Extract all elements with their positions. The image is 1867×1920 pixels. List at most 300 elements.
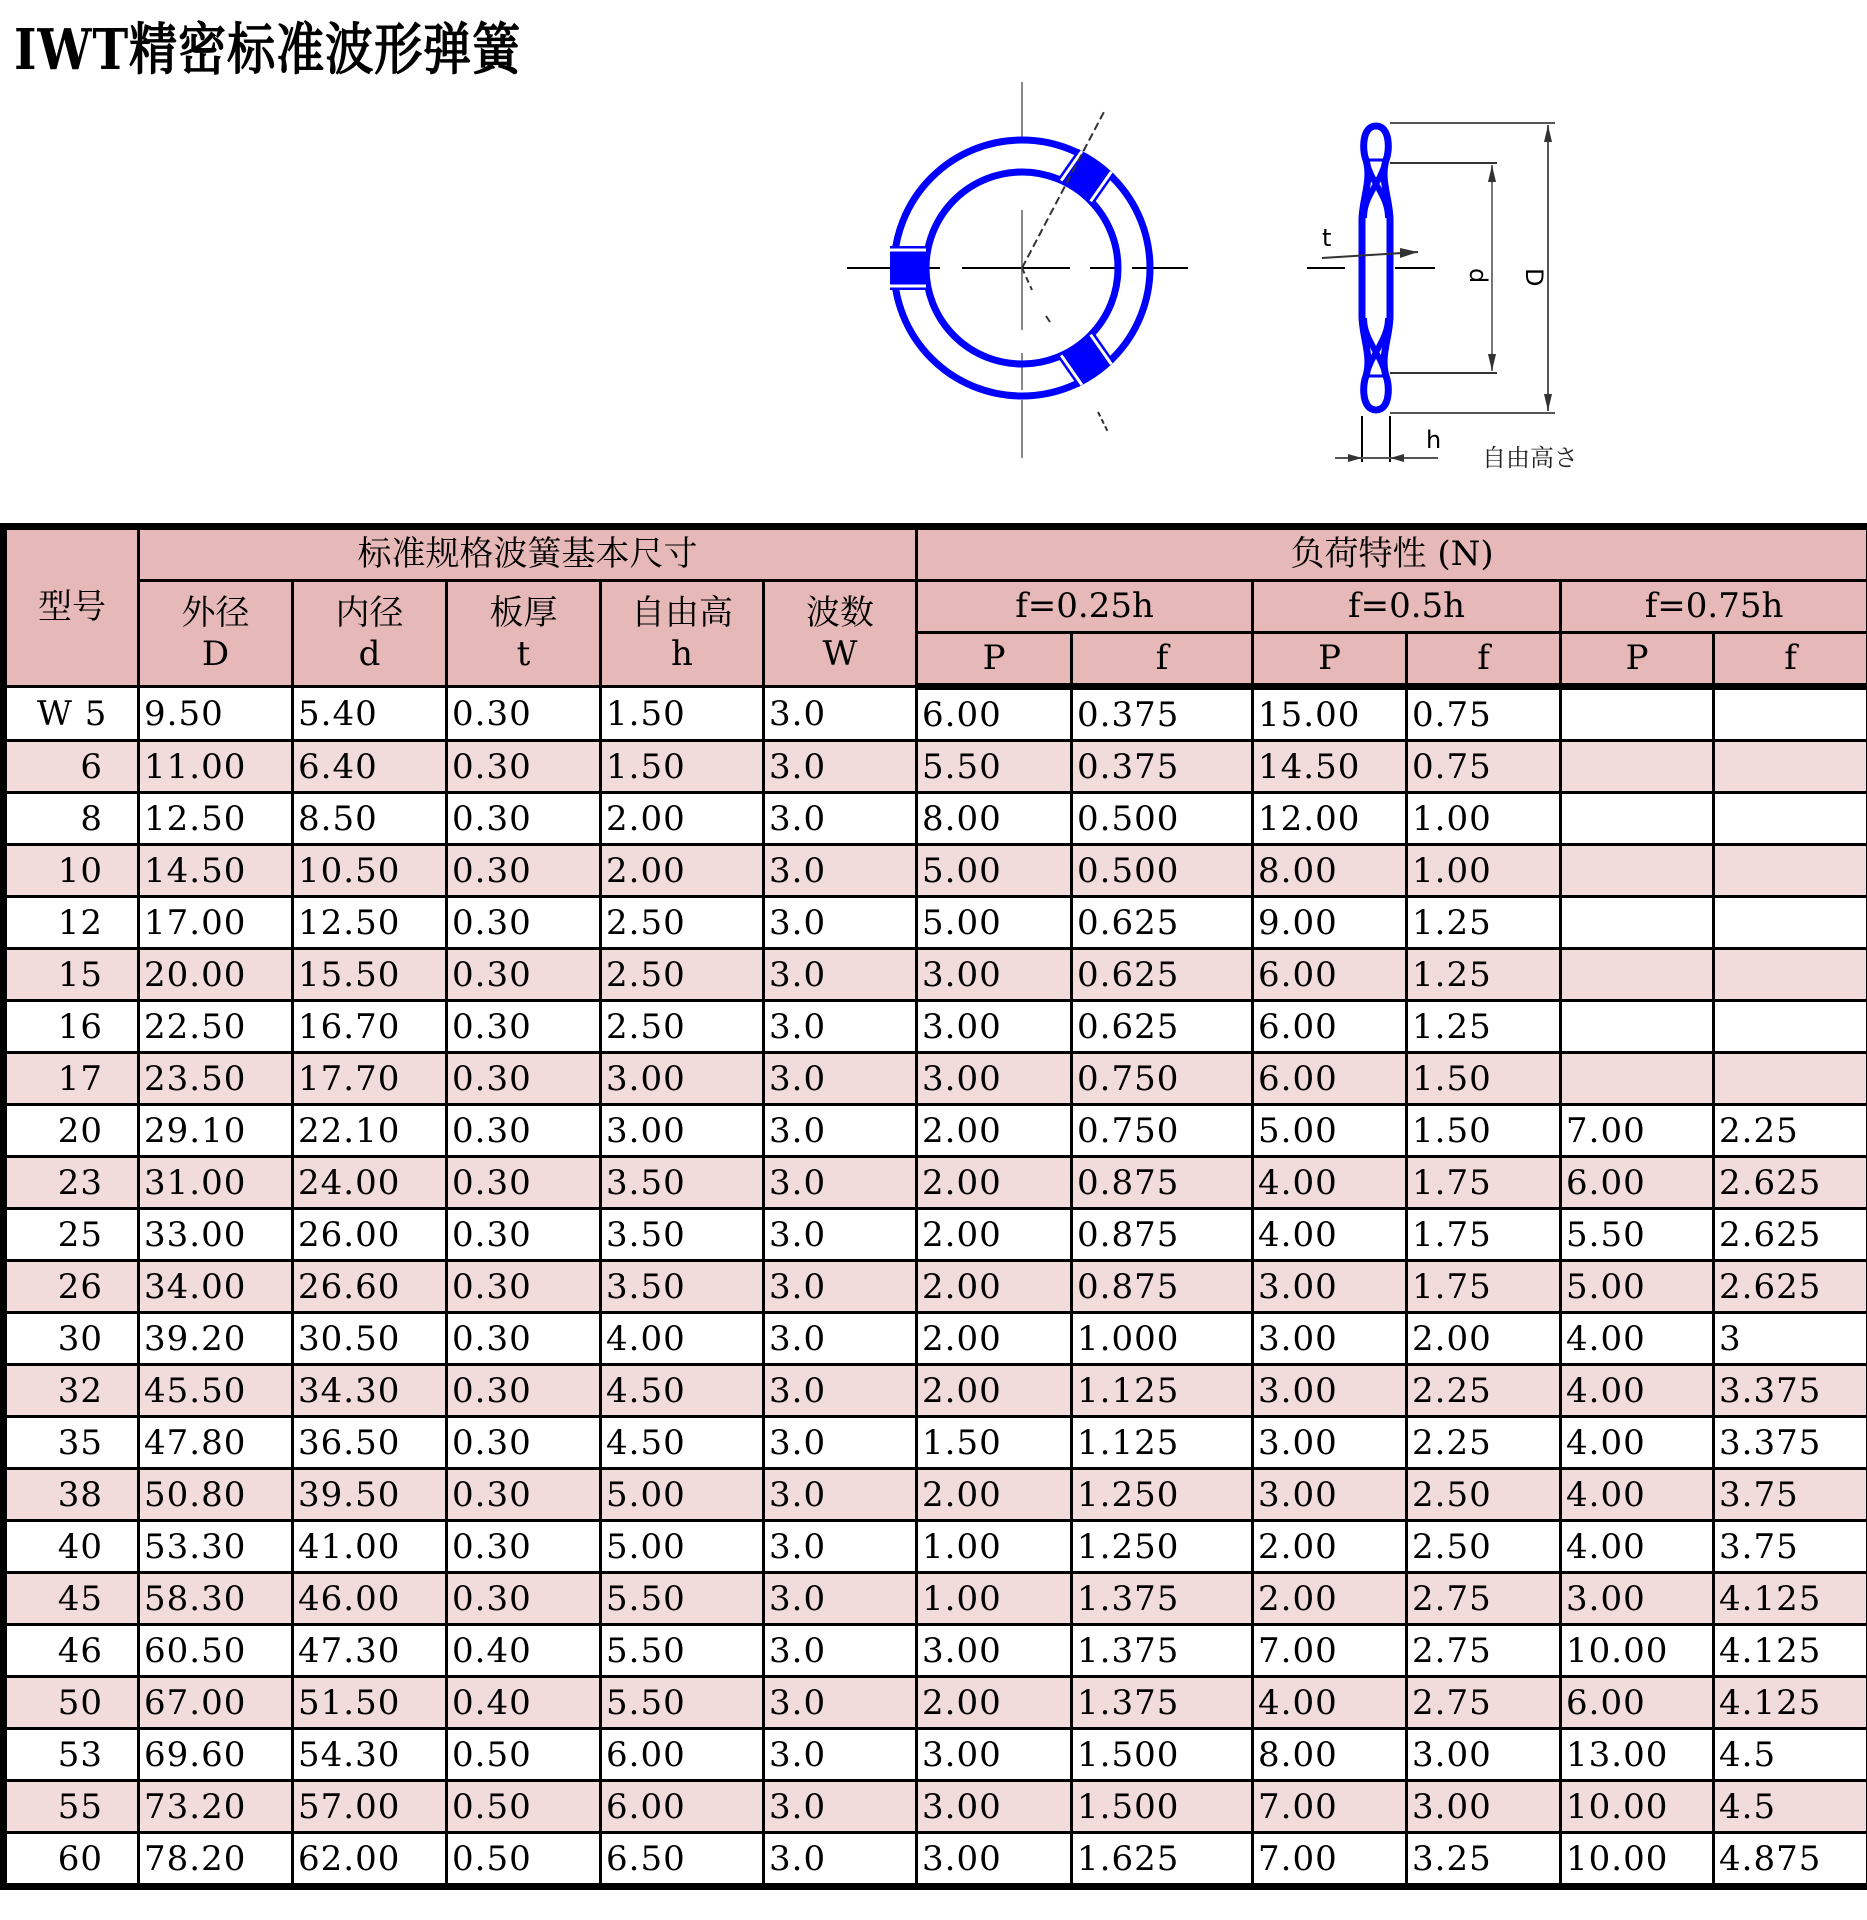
- table-cell: 6.00: [1253, 1053, 1407, 1105]
- table-cell: 4.50: [601, 1365, 764, 1417]
- table-cell: 1.00: [917, 1521, 1072, 1573]
- table-cell: 0.625: [1072, 897, 1253, 949]
- table-cell: 5.00: [917, 845, 1072, 897]
- table-cell: 1.000: [1072, 1313, 1253, 1365]
- table-cell: 3.00: [1253, 1313, 1407, 1365]
- table-cell: 3.0: [764, 1469, 917, 1521]
- table-row: [4, 1261, 1867, 1313]
- table-cell: [1714, 687, 1867, 741]
- table-cell: 2.25: [1407, 1365, 1561, 1417]
- table-cell: 15.50: [293, 949, 447, 1001]
- table-row: [4, 1833, 1867, 1887]
- table-cell: [1561, 1001, 1714, 1053]
- table-cell: 4.00: [1561, 1521, 1714, 1573]
- table-cell: 0.875: [1072, 1209, 1253, 1261]
- table-cell: 8.50: [293, 793, 447, 845]
- table-cell: 3.75: [1714, 1521, 1867, 1573]
- table-cell: 2.00: [917, 1365, 1072, 1417]
- table-cell: 3: [1714, 1313, 1867, 1365]
- side-view-diagram: [1307, 123, 1578, 472]
- table-cell: 2.00: [1253, 1573, 1407, 1625]
- table-cell: 26.00: [293, 1209, 447, 1261]
- table-cell: 3.00: [917, 1729, 1072, 1781]
- table-cell: 29.10: [139, 1105, 293, 1157]
- table-cell: 4.875: [1714, 1833, 1867, 1887]
- table-cell: 2.00: [601, 845, 764, 897]
- table-cell: 5.50: [601, 1677, 764, 1729]
- table-cell: 26.60: [293, 1261, 447, 1313]
- table-row: [4, 1157, 1867, 1209]
- table-cell: 6.00: [601, 1781, 764, 1833]
- table-cell: 4.5: [1714, 1781, 1867, 1833]
- table-cell: 3.0: [764, 897, 917, 949]
- cell-type: 40: [4, 1521, 139, 1573]
- table-cell: 4.00: [1253, 1157, 1407, 1209]
- table-cell: [1714, 897, 1867, 949]
- table-cell: 50.80: [139, 1469, 293, 1521]
- cell-type: 55: [4, 1781, 139, 1833]
- table-cell: 0.50: [447, 1833, 601, 1887]
- table-cell: 3.0: [764, 845, 917, 897]
- table-cell: 1.75: [1407, 1157, 1561, 1209]
- table-cell: 34.30: [293, 1365, 447, 1417]
- table-cell: 5.00: [917, 897, 1072, 949]
- table-cell: 2.75: [1407, 1677, 1561, 1729]
- front-view-diagram: [847, 82, 1188, 458]
- cell-type: 35: [4, 1417, 139, 1469]
- table-cell: 4.125: [1714, 1573, 1867, 1625]
- table-row: [4, 1781, 1867, 1833]
- table-cell: 3.75: [1714, 1469, 1867, 1521]
- table-cell: 1.50: [1407, 1105, 1561, 1157]
- table-cell: 0.375: [1072, 687, 1253, 741]
- table-cell: 3.0: [764, 741, 917, 793]
- table-cell: 3.0: [764, 1729, 917, 1781]
- table-cell: 0.30: [447, 1365, 601, 1417]
- table-cell: 0.30: [447, 897, 601, 949]
- table-cell: 12.50: [139, 793, 293, 845]
- table-cell: 22.10: [293, 1105, 447, 1157]
- table-cell: [1714, 845, 1867, 897]
- table-cell: 36.50: [293, 1417, 447, 1469]
- table-row: [4, 845, 1867, 897]
- table-cell: 4.00: [1561, 1469, 1714, 1521]
- table-cell: 6.00: [1253, 1001, 1407, 1053]
- table-cell: 0.30: [447, 1261, 601, 1313]
- table-cell: 9.00: [1253, 897, 1407, 949]
- header-f-05h: f=0.5h: [1253, 581, 1561, 633]
- table-cell: 41.00: [293, 1521, 447, 1573]
- table-cell: 0.30: [447, 741, 601, 793]
- table-cell: 3.00: [1407, 1729, 1561, 1781]
- table-cell: 3.0: [764, 1573, 917, 1625]
- table-cell: 3.0: [764, 1521, 917, 1573]
- table-cell: 39.20: [139, 1313, 293, 1365]
- header-f-075h: f=0.75h: [1561, 581, 1867, 633]
- table-cell: 3.50: [601, 1157, 764, 1209]
- table-cell: 0.875: [1072, 1261, 1253, 1313]
- table-cell: 2.00: [917, 1469, 1072, 1521]
- table-cell: 5.00: [1561, 1261, 1714, 1313]
- table-cell: 4.125: [1714, 1625, 1867, 1677]
- table-cell: 3.0: [764, 1417, 917, 1469]
- table-cell: 3.0: [764, 687, 917, 741]
- header-group-load: 负荷特性 (N): [917, 527, 1867, 581]
- spring-spec-table: [0, 523, 1867, 1890]
- table-cell: [1561, 949, 1714, 1001]
- table-cell: 0.30: [447, 687, 601, 741]
- table-cell: 0.50: [447, 1729, 601, 1781]
- cell-type: 23: [4, 1157, 139, 1209]
- table-cell: 3.00: [601, 1105, 764, 1157]
- table-cell: 0.500: [1072, 845, 1253, 897]
- table-cell: 45.50: [139, 1365, 293, 1417]
- table-cell: 5.50: [601, 1625, 764, 1677]
- table-cell: 7.00: [1253, 1625, 1407, 1677]
- table-cell: [1561, 845, 1714, 897]
- header-free-height: 自由高 h: [601, 581, 764, 687]
- table-cell: 4.5: [1714, 1729, 1867, 1781]
- table-cell: 0.30: [447, 949, 601, 1001]
- table-cell: 1.250: [1072, 1521, 1253, 1573]
- table-cell: [1714, 793, 1867, 845]
- table-cell: 3.00: [917, 1001, 1072, 1053]
- table-cell: 3.375: [1714, 1417, 1867, 1469]
- cell-type: 45: [4, 1573, 139, 1625]
- cell-type: 12: [4, 897, 139, 949]
- table-cell: 1.250: [1072, 1469, 1253, 1521]
- table-cell: 5.00: [601, 1521, 764, 1573]
- table-cell: 7.00: [1253, 1833, 1407, 1887]
- table-cell: 0.30: [447, 1001, 601, 1053]
- table-cell: 2.50: [601, 949, 764, 1001]
- table-cell: 0.30: [447, 793, 601, 845]
- table-cell: 3.00: [1561, 1573, 1714, 1625]
- table-cell: 7.00: [1253, 1781, 1407, 1833]
- table-cell: 1.375: [1072, 1677, 1253, 1729]
- table-cell: 0.40: [447, 1677, 601, 1729]
- table-cell: 0.30: [447, 1417, 601, 1469]
- table-row: [4, 1209, 1867, 1261]
- table-row: [4, 1469, 1867, 1521]
- header-p3: P: [1561, 633, 1714, 687]
- cell-type: 20: [4, 1105, 139, 1157]
- table-cell: 3.00: [917, 1053, 1072, 1105]
- table-cell: 8.00: [1253, 1729, 1407, 1781]
- table-cell: 53.30: [139, 1521, 293, 1573]
- header-f2: f: [1407, 633, 1561, 687]
- table-cell: 0.500: [1072, 793, 1253, 845]
- table-cell: 3.0: [764, 1001, 917, 1053]
- table-cell: 34.00: [139, 1261, 293, 1313]
- table-cell: 17.70: [293, 1053, 447, 1105]
- table-cell: 10.00: [1561, 1781, 1714, 1833]
- cell-type: 25: [4, 1209, 139, 1261]
- table-row: [4, 1677, 1867, 1729]
- table-cell: 10.00: [1561, 1625, 1714, 1677]
- table-cell: 5.40: [293, 687, 447, 741]
- label-t: t: [1322, 224, 1332, 252]
- header-group-basic: 标准规格波簧基本尺寸: [139, 527, 917, 581]
- table-cell: 3.00: [601, 1053, 764, 1105]
- table-row: [4, 687, 1867, 741]
- cell-type: 6: [4, 741, 139, 793]
- table-cell: 6.40: [293, 741, 447, 793]
- header-f3: f: [1714, 633, 1867, 687]
- table-cell: 1.25: [1407, 1001, 1561, 1053]
- cell-type: 46: [4, 1625, 139, 1677]
- header-inner-diameter: 内径 d: [293, 581, 447, 687]
- table-row: [4, 1105, 1867, 1157]
- table-cell: [1714, 949, 1867, 1001]
- table-cell: 3.0: [764, 1105, 917, 1157]
- table-cell: 1.125: [1072, 1365, 1253, 1417]
- table-cell: 2.00: [601, 793, 764, 845]
- table-cell: 1.50: [1407, 1053, 1561, 1105]
- table-cell: 0.50: [447, 1781, 601, 1833]
- table-cell: 7.00: [1561, 1105, 1714, 1157]
- table-cell: 4.00: [1253, 1209, 1407, 1261]
- table-cell: 3.00: [1253, 1469, 1407, 1521]
- table-cell: 60.50: [139, 1625, 293, 1677]
- table-cell: 23.50: [139, 1053, 293, 1105]
- table-row: [4, 1573, 1867, 1625]
- table-cell: 6.00: [601, 1729, 764, 1781]
- table-cell: 5.50: [601, 1573, 764, 1625]
- table-cell: 33.00: [139, 1209, 293, 1261]
- table-cell: 0.30: [447, 1053, 601, 1105]
- table-cell: [1561, 687, 1714, 741]
- table-cell: [1561, 1053, 1714, 1105]
- table-cell: 3.0: [764, 949, 917, 1001]
- header-outer-diameter: 外径 D: [139, 581, 293, 687]
- table-cell: 73.20: [139, 1781, 293, 1833]
- table-cell: 2.00: [917, 1313, 1072, 1365]
- table-cell: 11.00: [139, 741, 293, 793]
- table-cell: 3.00: [917, 1833, 1072, 1887]
- table-row: [4, 1729, 1867, 1781]
- header-thickness: 板厚 t: [447, 581, 601, 687]
- table-row: [4, 1417, 1867, 1469]
- table-cell: 1.00: [917, 1573, 1072, 1625]
- table-cell: 0.75: [1407, 687, 1561, 741]
- table-cell: 0.30: [447, 1469, 601, 1521]
- table-cell: 3.0: [764, 1677, 917, 1729]
- table-cell: 67.00: [139, 1677, 293, 1729]
- spring-diagram: [0, 0, 1867, 500]
- table-cell: 9.50: [139, 687, 293, 741]
- table-cell: 2.00: [917, 1677, 1072, 1729]
- table-cell: 0.40: [447, 1625, 601, 1677]
- table-cell: 1.125: [1072, 1417, 1253, 1469]
- header-type: 型号: [4, 527, 139, 687]
- header-f-025h: f=0.25h: [917, 581, 1253, 633]
- table-cell: 2.00: [917, 1209, 1072, 1261]
- table-cell: 17.00: [139, 897, 293, 949]
- cell-type: 32: [4, 1365, 139, 1417]
- table-cell: 3.50: [601, 1209, 764, 1261]
- table-row: [4, 1313, 1867, 1365]
- header-p2: P: [1253, 633, 1407, 687]
- table-row: [4, 741, 1867, 793]
- table-cell: 20.00: [139, 949, 293, 1001]
- table-cell: 1.25: [1407, 897, 1561, 949]
- table-cell: 3.25: [1407, 1833, 1561, 1887]
- table-cell: 46.00: [293, 1573, 447, 1625]
- table-cell: 2.25: [1407, 1417, 1561, 1469]
- table-cell: 15.00: [1253, 687, 1407, 741]
- table-cell: 3.0: [764, 1365, 917, 1417]
- table-row: [4, 1053, 1867, 1105]
- table-cell: 10.50: [293, 845, 447, 897]
- cell-type: 38: [4, 1469, 139, 1521]
- table-cell: 6.00: [1561, 1157, 1714, 1209]
- cell-type: W 5: [4, 687, 139, 741]
- cell-type: 60: [4, 1833, 139, 1887]
- table-cell: [1561, 897, 1714, 949]
- table-cell: 1.50: [601, 741, 764, 793]
- table-cell: 3.375: [1714, 1365, 1867, 1417]
- table-cell: 12.00: [1253, 793, 1407, 845]
- table-cell: 57.00: [293, 1781, 447, 1833]
- table-cell: 1.75: [1407, 1209, 1561, 1261]
- table-cell: 78.20: [139, 1833, 293, 1887]
- table-cell: 16.70: [293, 1001, 447, 1053]
- table-cell: 6.00: [917, 687, 1072, 741]
- table-cell: 1.25: [1407, 949, 1561, 1001]
- table-cell: 5.00: [1253, 1105, 1407, 1157]
- table-cell: 0.75: [1407, 741, 1561, 793]
- table-cell: 2.00: [917, 1157, 1072, 1209]
- table-cell: 0.30: [447, 845, 601, 897]
- table-cell: 2.50: [601, 897, 764, 949]
- table-cell: 4.50: [601, 1417, 764, 1469]
- table-cell: 8.00: [1253, 845, 1407, 897]
- cell-type: 26: [4, 1261, 139, 1313]
- table-cell: 6.50: [601, 1833, 764, 1887]
- cell-type: 30: [4, 1313, 139, 1365]
- table-cell: [1714, 1001, 1867, 1053]
- table-cell: 1.50: [601, 687, 764, 741]
- table-cell: 2.00: [1253, 1521, 1407, 1573]
- table-cell: 0.30: [447, 1313, 601, 1365]
- table-cell: 6.00: [1561, 1677, 1714, 1729]
- cell-type: 16: [4, 1001, 139, 1053]
- table-cell: 2.625: [1714, 1261, 1867, 1313]
- table-cell: 4.00: [1561, 1365, 1714, 1417]
- table-cell: 62.00: [293, 1833, 447, 1887]
- table-cell: 3.0: [764, 1209, 917, 1261]
- table-cell: 47.80: [139, 1417, 293, 1469]
- table-row: [4, 1365, 1867, 1417]
- header-wave-count: 波数 W: [764, 581, 917, 687]
- table-cell: 1.00: [1407, 845, 1561, 897]
- table-cell: 3.00: [1253, 1365, 1407, 1417]
- table-cell: 0.375: [1072, 741, 1253, 793]
- table-cell: 1.75: [1407, 1261, 1561, 1313]
- table-cell: 1.00: [1407, 793, 1561, 845]
- table-cell: 0.30: [447, 1157, 601, 1209]
- table-cell: 3.0: [764, 1261, 917, 1313]
- page-title: IWT精密标准波形弹簧: [14, 17, 522, 83]
- table-cell: 58.30: [139, 1573, 293, 1625]
- table-row: [4, 1625, 1867, 1677]
- table-cell: 47.30: [293, 1625, 447, 1677]
- table-row: [4, 949, 1867, 1001]
- table-row: [4, 897, 1867, 949]
- table-cell: 51.50: [293, 1677, 447, 1729]
- table-cell: 1.375: [1072, 1573, 1253, 1625]
- table-cell: 2.75: [1407, 1625, 1561, 1677]
- table-cell: 2.00: [1407, 1313, 1561, 1365]
- table-cell: 2.625: [1714, 1209, 1867, 1261]
- table-cell: 0.750: [1072, 1105, 1253, 1157]
- table-cell: 2.00: [917, 1105, 1072, 1157]
- table-cell: 0.750: [1072, 1053, 1253, 1105]
- table-cell: 1.500: [1072, 1729, 1253, 1781]
- table-cell: 4.125: [1714, 1677, 1867, 1729]
- table-cell: 0.30: [447, 1209, 601, 1261]
- table-cell: 3.0: [764, 1781, 917, 1833]
- table-cell: 3.0: [764, 1313, 917, 1365]
- table-cell: 54.30: [293, 1729, 447, 1781]
- table-cell: 0.625: [1072, 1001, 1253, 1053]
- table-cell: 2.75: [1407, 1573, 1561, 1625]
- table-row: [4, 1521, 1867, 1573]
- table-cell: 3.00: [1253, 1261, 1407, 1313]
- table-row: [4, 1001, 1867, 1053]
- table-cell: 3.0: [764, 1833, 917, 1887]
- table-cell: 0.30: [447, 1573, 601, 1625]
- label-h: h: [1426, 426, 1442, 454]
- table-cell: 3.0: [764, 1053, 917, 1105]
- table-cell: [1561, 741, 1714, 793]
- table-cell: 0.30: [447, 1105, 601, 1157]
- table-cell: 13.00: [1561, 1729, 1714, 1781]
- table-cell: 30.50: [293, 1313, 447, 1365]
- table-cell: 2.50: [601, 1001, 764, 1053]
- table-cell: 3.0: [764, 1625, 917, 1677]
- table-cell: 0.875: [1072, 1157, 1253, 1209]
- table-cell: 2.00: [917, 1261, 1072, 1313]
- table-cell: 3.50: [601, 1261, 764, 1313]
- table-cell: 31.00: [139, 1157, 293, 1209]
- table-cell: [1561, 793, 1714, 845]
- table-cell: 24.00: [293, 1157, 447, 1209]
- table-cell: 4.00: [1561, 1417, 1714, 1469]
- table-cell: 4.00: [601, 1313, 764, 1365]
- table-cell: 69.60: [139, 1729, 293, 1781]
- table-cell: 3.0: [764, 1157, 917, 1209]
- table-cell: 1.375: [1072, 1625, 1253, 1677]
- table-cell: 6.00: [1253, 949, 1407, 1001]
- table-cell: 1.625: [1072, 1833, 1253, 1887]
- cell-type: 50: [4, 1677, 139, 1729]
- table-cell: 3.0: [764, 793, 917, 845]
- table-cell: 5.00: [601, 1469, 764, 1521]
- table-cell: 2.50: [1407, 1521, 1561, 1573]
- table-cell: 14.50: [1253, 741, 1407, 793]
- table-cell: 39.50: [293, 1469, 447, 1521]
- table-cell: 2.25: [1714, 1105, 1867, 1157]
- table-cell: 8.00: [917, 793, 1072, 845]
- table-cell: 2.50: [1407, 1469, 1561, 1521]
- table-body: [4, 687, 1867, 1887]
- cell-type: 10: [4, 845, 139, 897]
- table-cell: 1.500: [1072, 1781, 1253, 1833]
- table-cell: 4.00: [1253, 1677, 1407, 1729]
- table-cell: 4.00: [1561, 1313, 1714, 1365]
